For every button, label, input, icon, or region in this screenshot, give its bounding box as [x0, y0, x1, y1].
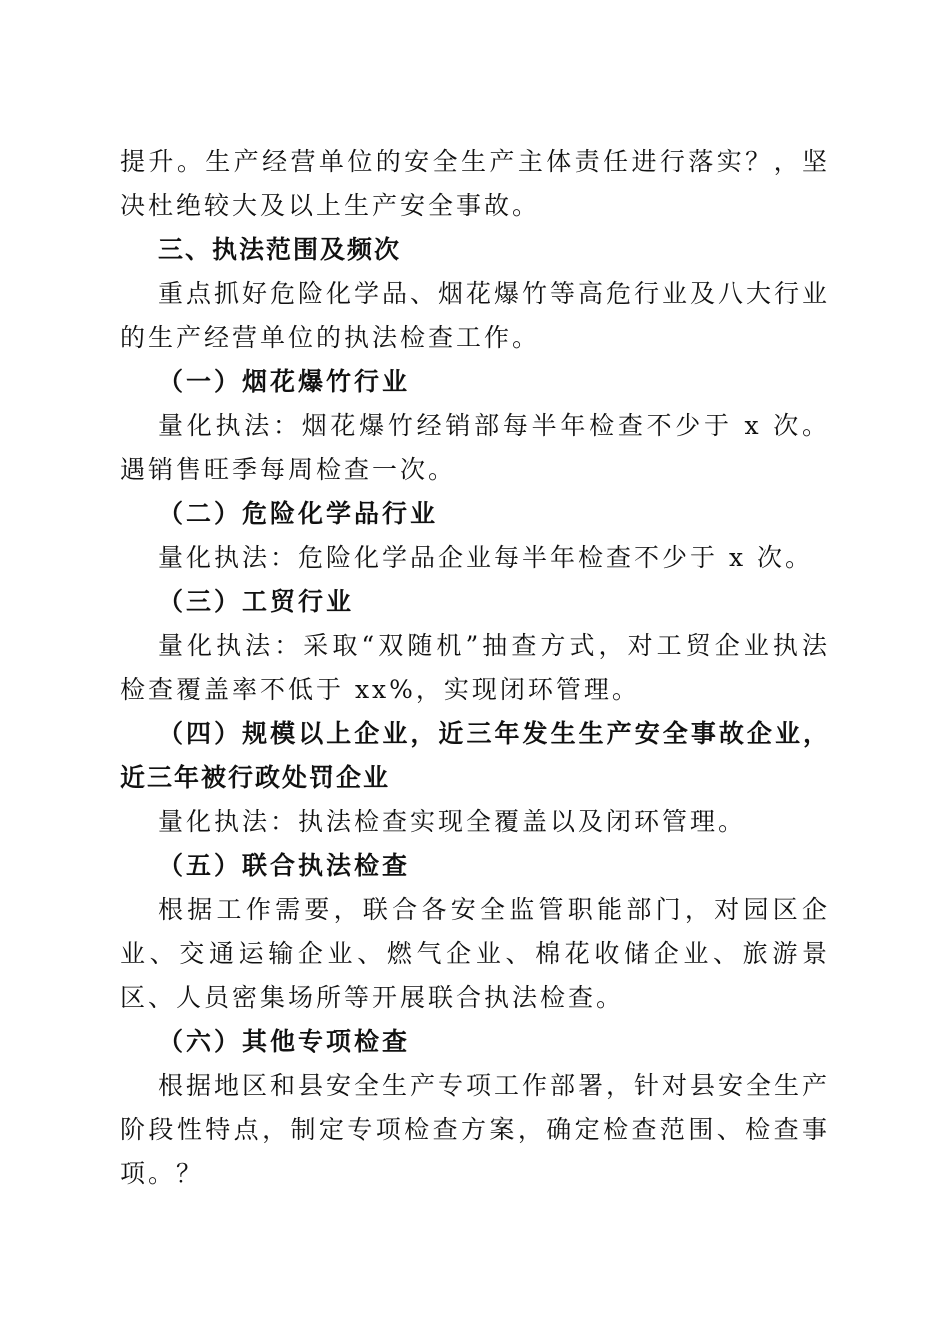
subheading-large-enterprises: （四）规模以上企业，近三年发生生产安全事故企业，近三年被行政处罚企业 [120, 719, 830, 792]
subheading-hazardous-chemicals: （二）危险化学品行业 [158, 499, 439, 528]
paragraph-joint-inspection: 根据工作需要，联合各安全监管职能部门，对园区企业、交通运输企业、燃气企业、棉花收储企业、旅游景区、人员密集场所等开展联合执法检查。 [120, 895, 830, 1012]
subheading-joint-inspection: （五）联合执法检查 [158, 851, 411, 880]
paragraph-scope: 重点抓好危险化学品、烟花爆竹等高危行业及八大行业的生产经营单位的执法检查工作。 [120, 279, 831, 352]
paragraph-large-enterprises: 量化执法：执法检查实现全覆盖以及闭环管理。 [158, 807, 747, 836]
subheading-industry-trade: （三）工贸行业 [158, 587, 355, 616]
paragraph-industry-trade: 量化执法：采取“双随机”抽查方式，对工贸企业执法检查覆盖率不低于 xx%，实现闭环管理。 [120, 631, 830, 704]
paragraph-special-inspection: 根据地区和县安全生产专项工作部署，针对县安全生产阶段性特点，制定专项检查方案，确定检查范围、检查事项。？ [120, 1071, 831, 1188]
paragraph-hazardous-chemicals: 量化执法：危险化学品企业每半年检查不少于 x 次。 [158, 543, 813, 572]
document-body [120, 140, 830, 1196]
paragraph-fireworks: 量化执法：烟花爆竹经销部每半年检查不少于 x 次。遇销售旺季每周检查一次。 [120, 411, 830, 484]
subheading-special-inspection: （六）其他专项检查 [158, 1027, 411, 1056]
section-heading-3: 三、执法范围及频次 [158, 235, 402, 264]
paragraph-continuation: 提升。生产经营单位的安全生产主体责任进行落实？，坚决杜绝较大及以上生产安全事故。 [120, 147, 830, 220]
subheading-fireworks: （一）烟花爆竹行业 [158, 367, 411, 396]
